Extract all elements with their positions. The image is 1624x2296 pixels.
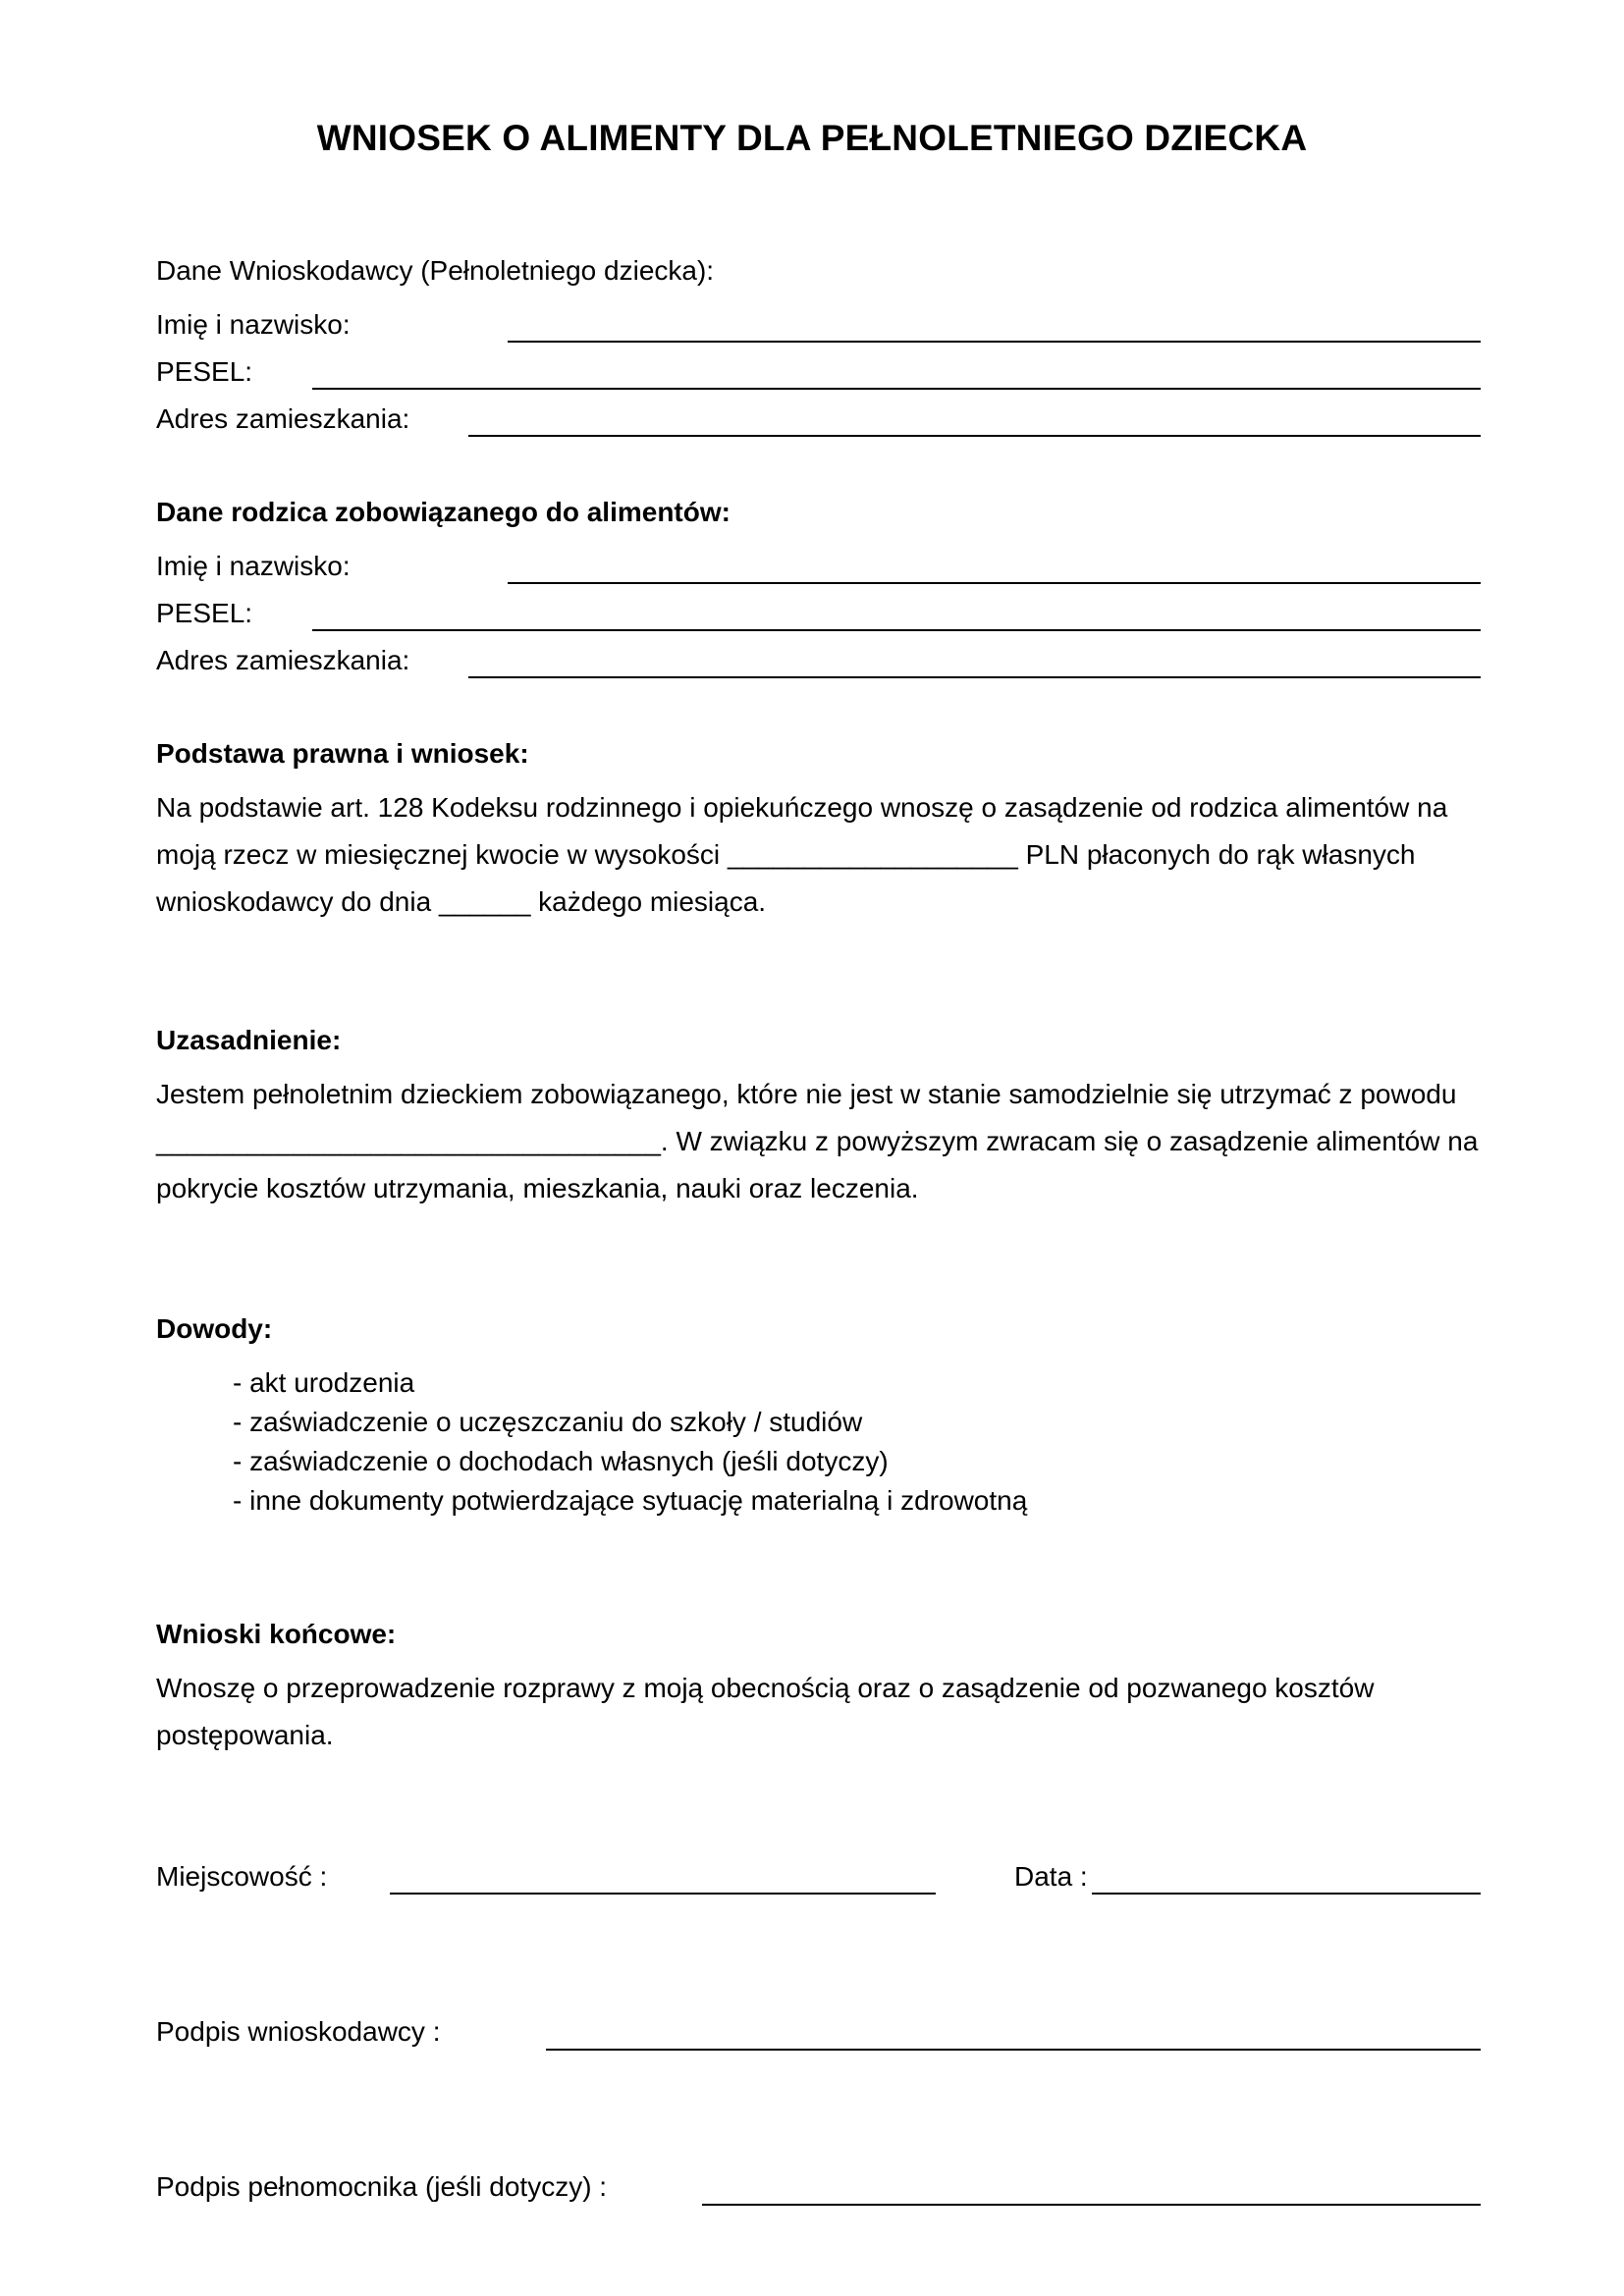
applicant-section-heading: Dane Wnioskodawcy (Pełnoletniego dziecka): — [156, 255, 715, 286]
legal-basis-heading: Podstawa prawna i wniosek: — [156, 738, 529, 769]
parent-name-label: Imię i nazwisko: — [156, 551, 351, 581]
parent-section-heading: Dane rodzica zobowiązanego do alimentów: — [156, 497, 731, 527]
applicant-signature-field[interactable] — [546, 2049, 1481, 2051]
applicant-signature-label: Podpis wnioskodawcy : — [156, 2016, 441, 2047]
place-field[interactable] — [390, 1893, 936, 1895]
applicant-address-field[interactable] — [468, 435, 1481, 437]
evidence-item: - akt urodzenia — [233, 1367, 415, 1398]
applicant-name-label: Imię i nazwisko: — [156, 309, 351, 340]
final-requests-heading: Wnioski końcowe: — [156, 1619, 397, 1649]
justification-line-2-tail: . W związku z powyższym zwracam się o zasądzenie alimentów na — [660, 1126, 1479, 1156]
justification-line-3: pokrycie kosztów utrzymania, mieszkania, nauki oraz leczenia. — [156, 1173, 919, 1203]
date-label: Data : — [1014, 1861, 1088, 1892]
final-requests-line-1: Wnoszę o przeprowadzenie rozprawy z moją obecnością oraz o zasądzenie od pozwanego kosztów — [156, 1673, 1375, 1703]
applicant-pesel-field[interactable] — [312, 388, 1481, 390]
attorney-signature-label: Podpis pełnomocnika (jeśli dotyczy) : — [156, 2171, 608, 2202]
applicant-name-field[interactable] — [508, 341, 1481, 343]
justification-paragraph — [156, 1071, 1491, 1212]
final-requests-paragraph — [156, 1665, 1491, 1759]
evidence-item: - inne dokumenty potwierdzające sytuację materialną i zdrowotną — [233, 1485, 1028, 1516]
justification-line-1: Jestem pełnoletnim dzieckiem zobowiązanego, które nie jest w stanie samodzielnie się utrzymać z powodu — [156, 1079, 1457, 1109]
legal-basis-line-3-text: wnioskodawcy do dnia — [156, 886, 432, 917]
attorney-signature-field[interactable] — [702, 2204, 1481, 2206]
justification-line-2 — [156, 1118, 1491, 1165]
evidence-item: - zaświadczenie o uczęszczaniu do szkoły / studiów — [233, 1407, 863, 1437]
date-field[interactable] — [1092, 1893, 1481, 1895]
evidence-list — [233, 1363, 1027, 1521]
payment-day-blank-field[interactable]: ______ — [438, 886, 531, 917]
legal-basis-line-2-text: moją rzecz w miesięcznej kwocie w wysokości — [156, 839, 721, 870]
legal-basis-paragraph — [156, 784, 1491, 926]
parent-pesel-label: PESEL: — [156, 598, 253, 628]
evidence-item: - zaświadczenie o dochodach własnych (jeśli dotyczy) — [233, 1446, 889, 1476]
parent-address-field[interactable] — [468, 676, 1481, 678]
applicant-pesel-label: PESEL: — [156, 356, 253, 387]
final-requests-line-2: postępowania. — [156, 1720, 334, 1750]
legal-basis-line-3-tail: każdego miesiąca. — [538, 886, 767, 917]
amount-blank-field[interactable]: ___________________ — [727, 839, 1018, 870]
reason-blank-field[interactable]: _________________________________ — [156, 1126, 661, 1156]
parent-name-field[interactable] — [508, 582, 1481, 584]
legal-basis-line-2-tail: PLN płaconych do rąk własnych — [1025, 839, 1416, 870]
parent-address-label: Adres zamieszkania: — [156, 645, 410, 675]
justification-heading: Uzasadnienie: — [156, 1025, 342, 1055]
parent-pesel-field[interactable] — [312, 629, 1481, 631]
document-title: WNIOSEK O ALIMENTY DLA PEŁNOLETNIEGO DZIECKA — [316, 118, 1308, 158]
legal-basis-line-2 — [156, 831, 1491, 879]
evidence-heading: Dowody: — [156, 1313, 273, 1344]
applicant-address-label: Adres zamieszkania: — [156, 403, 410, 434]
place-label: Miejscowość : — [156, 1861, 328, 1892]
legal-basis-line-3 — [156, 879, 1491, 926]
legal-basis-line-1: Na podstawie art. 128 Kodeksu rodzinnego i opiekuńczego wnoszę o zasądzenie od rodzica alimentów na — [156, 792, 1448, 823]
